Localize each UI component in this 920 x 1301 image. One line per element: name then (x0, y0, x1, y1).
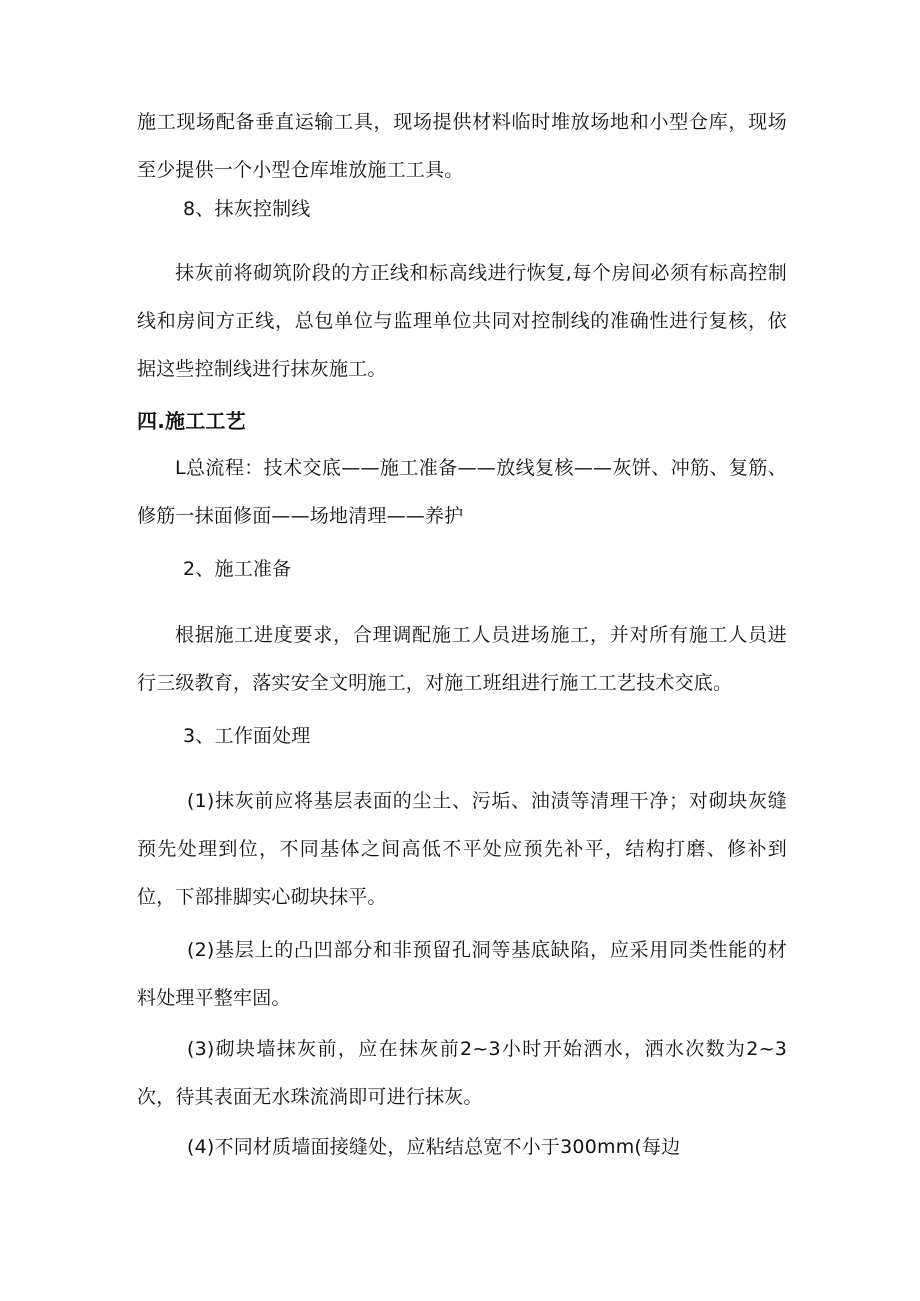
paragraph-control-line: 抹灰前将砌筑阶段的方正线和标高线进行恢复,每个房间必须有标高控制线和房间方正线，总包单位与监理单位共同对控制线的准确性进行复核，依据这些控制线进行抹灰施工。 (137, 262, 787, 380)
list-item-3: (3)砌块墙抹灰前，应在抹灰前2~3小时开始洒水，洒水次数为2~3次，待其表面无水珠流淌即可进行抹灰。 (137, 1038, 787, 1108)
section-title-construction-process: 四.施工工艺 (137, 409, 246, 433)
heading-construction-preparation: 2、施工准备 (183, 558, 292, 580)
list-item-4: (4)不同材质墙面接缝处，应粘结总宽不小于300mm(每边 (187, 1136, 681, 1158)
list-item-2: (2)基层上的凸凹部分和非预留孔洞等基底缺陷，应采用同类性能的材料处理平整牢固。 (137, 939, 787, 1009)
heading-work-surface-treatment: 3、工作面处理 (183, 725, 311, 747)
heading-plaster-control-line: 8、抹灰控制线 (183, 198, 311, 220)
paragraph-preparation: 根据施工进度要求，合理调配施工人员进场施工，并对所有施工人员进行三级教育，落实安全文明施工，对施工班组进行施工工艺技术交底。 (137, 624, 787, 694)
paragraph-site-equipment: 施工现场配备垂直运输工具，现场提供材料临时堆放场地和小型仓库，现场至少提供一个小型仓库堆放施工工具。 (137, 111, 787, 181)
paragraph-overall-process: L总流程：技术交底——施工准备——放线复核——灰饼、冲筋、复筋、修筋一抹面修面——场地清理——养护 (137, 457, 787, 527)
list-item-1: (1)抹灰前应将基层表面的尘土、污垢、油渍等清理干净；对砌块灰缝预先处理到位，不同基体之间高低不平处应预先补平，结构打磨、修补到位，下部排脚实心砌块抹平。 (137, 790, 787, 908)
